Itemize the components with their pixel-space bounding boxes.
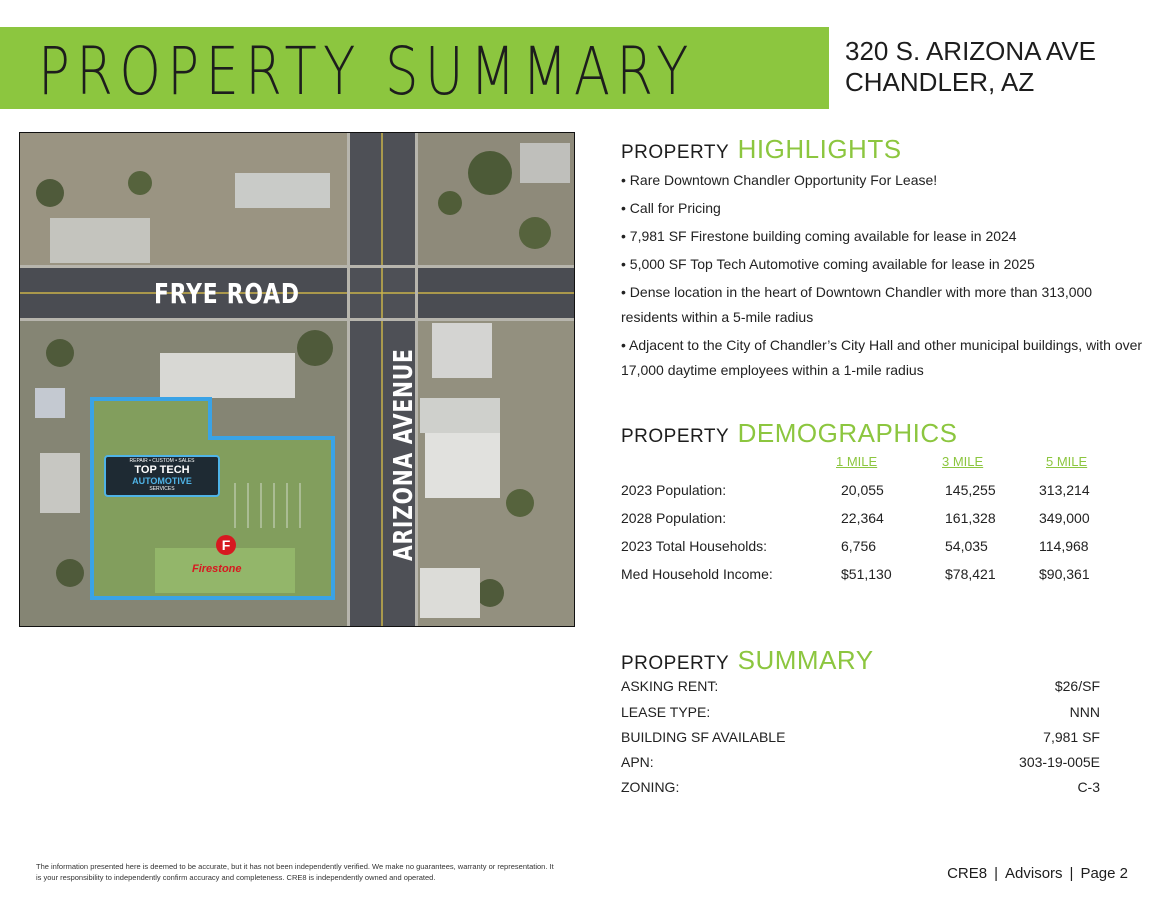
summary-heading-accent: SUMMARY: [737, 645, 874, 675]
demographics-value-3-mile: 54,035: [945, 538, 988, 554]
firestone-mark-letter: F: [221, 537, 231, 553]
logo-line-3: SERVICES: [149, 486, 175, 492]
firestone-logo-mark: [216, 535, 236, 555]
summary-value: 7,981 SF: [1043, 729, 1100, 745]
highlights-heading: [621, 134, 902, 165]
summary-row-building-sf: [621, 729, 1100, 749]
highlights-heading-prefix: PROPERTY: [621, 142, 730, 163]
page-footer: [947, 865, 1128, 882]
summary-heading-prefix: PROPERTY: [621, 653, 730, 674]
highlight-item: • Dense location in the heart of Downtown Chandler with more than 313,000 residents within a 5-mile radius: [621, 284, 1093, 325]
summary-label: LEASE TYPE:: [621, 704, 711, 720]
demographics-value-3-mile: $78,421: [945, 566, 996, 582]
summary-heading: [621, 645, 874, 676]
demographics-row: [621, 510, 1121, 530]
footer-separator: |: [994, 865, 999, 882]
demographics-row-label: 2023 Population:: [621, 482, 727, 498]
summary-value: NNN: [1069, 704, 1100, 720]
footer-separator: |: [1069, 865, 1074, 882]
address-city: CHANDLER, AZ: [845, 67, 1035, 97]
demographics-value-5-mile: 313,214: [1039, 482, 1090, 498]
footer-division: Advisors: [1005, 865, 1063, 882]
demographics-col-1-mile: 1 MILE: [836, 454, 878, 469]
demographics-row-label: 2023 Total Households:: [621, 538, 768, 554]
aerial-map-image: [20, 133, 574, 626]
summary-label: BUILDING SF AVAILABLE: [621, 729, 786, 745]
map-road-label-frye: FRYE ROAD: [154, 277, 300, 310]
demographics-row: [621, 538, 1121, 558]
footer-page-number: Page 2: [1080, 865, 1128, 882]
demographics-heading: [621, 418, 957, 449]
highlight-item: • 5,000 SF Top Tech Automotive coming available for lease in 2025: [621, 256, 1035, 272]
summary-label: ASKING RENT:: [621, 678, 719, 694]
demographics-heading-accent: DEMOGRAPHICS: [737, 418, 958, 448]
demographics-col-3-mile: 3 MILE: [942, 454, 984, 469]
summary-row-zoning: [621, 779, 1100, 799]
logo-tagline: REPAIR • CUSTOM • SALES: [129, 458, 195, 464]
summary-row-apn: [621, 754, 1100, 774]
demographics-heading-prefix: PROPERTY: [621, 426, 730, 447]
logo-line-1: TOP TECH: [134, 464, 190, 476]
demographics-row-label: Med Household Income:: [621, 566, 773, 582]
demographics-value-5-mile: $90,361: [1039, 566, 1090, 582]
page-title: PROPERTY SUMMARY: [38, 33, 695, 110]
logo-line-2: AUTOMOTIVE: [132, 476, 192, 486]
highlight-item: • Adjacent to the City of Chandler’s City Hall and other municipal buildings, with over 17,000 daytime employees within a 1-mile radius: [621, 337, 1143, 378]
highlights-list: [621, 168, 1146, 386]
demographics-value-1-mile: 6,756: [841, 538, 877, 554]
summary-row-lease-type: [621, 704, 1100, 724]
firestone-logo-text: Firestone: [192, 563, 242, 575]
demographics-value-1-mile: $51,130: [841, 566, 892, 582]
top-tech-automotive-logo: [104, 455, 220, 497]
demographics-value-1-mile: 22,364: [841, 510, 884, 526]
address-street: 320 S. ARIZONA AVE: [845, 36, 1096, 66]
highlight-item: • Rare Downtown Chandler Opportunity For Lease!: [621, 172, 938, 188]
summary-value: $26/SF: [1054, 678, 1100, 694]
property-address: [845, 36, 1096, 98]
summary-value: 303-19-005E: [1019, 754, 1100, 770]
demographics-row-label: 2028 Population:: [621, 510, 727, 526]
demographics-row: [621, 482, 1121, 502]
demographics-value-1-mile: 20,055: [841, 482, 884, 498]
demographics-col-5-mile: 5 MILE: [1046, 454, 1088, 469]
summary-row-asking-rent: [621, 678, 1100, 698]
highlight-item: • 7,981 SF Firestone building coming available for lease in 2024: [621, 228, 1017, 244]
summary-label: APN:: [621, 754, 654, 770]
summary-label: ZONING:: [621, 779, 680, 795]
demographics-value-5-mile: 114,968: [1039, 538, 1089, 554]
summary-value: C-3: [1077, 779, 1100, 795]
highlight-item: • Call for Pricing: [621, 200, 721, 216]
demographics-value-5-mile: 349,000: [1039, 510, 1090, 526]
footer-brand: CRE8: [947, 865, 988, 882]
legal-disclaimer: The information presented here is deemed to be accurate, but it has not been independently verified. We make no guarantees, warranty or representation. It is your responsibility to independently confirm accuracy and completeness. CRE8 is independently owned and operated.: [36, 862, 554, 882]
map-road-label-arizona: ARIZONA AVENUE: [389, 348, 419, 561]
highlights-heading-accent: HIGHLIGHTS: [737, 134, 902, 164]
demographics-value-3-mile: 161,328: [945, 510, 996, 526]
demographics-row: [621, 566, 1121, 586]
aerial-map: [19, 132, 575, 627]
demographics-value-3-mile: 145,255: [945, 482, 996, 498]
